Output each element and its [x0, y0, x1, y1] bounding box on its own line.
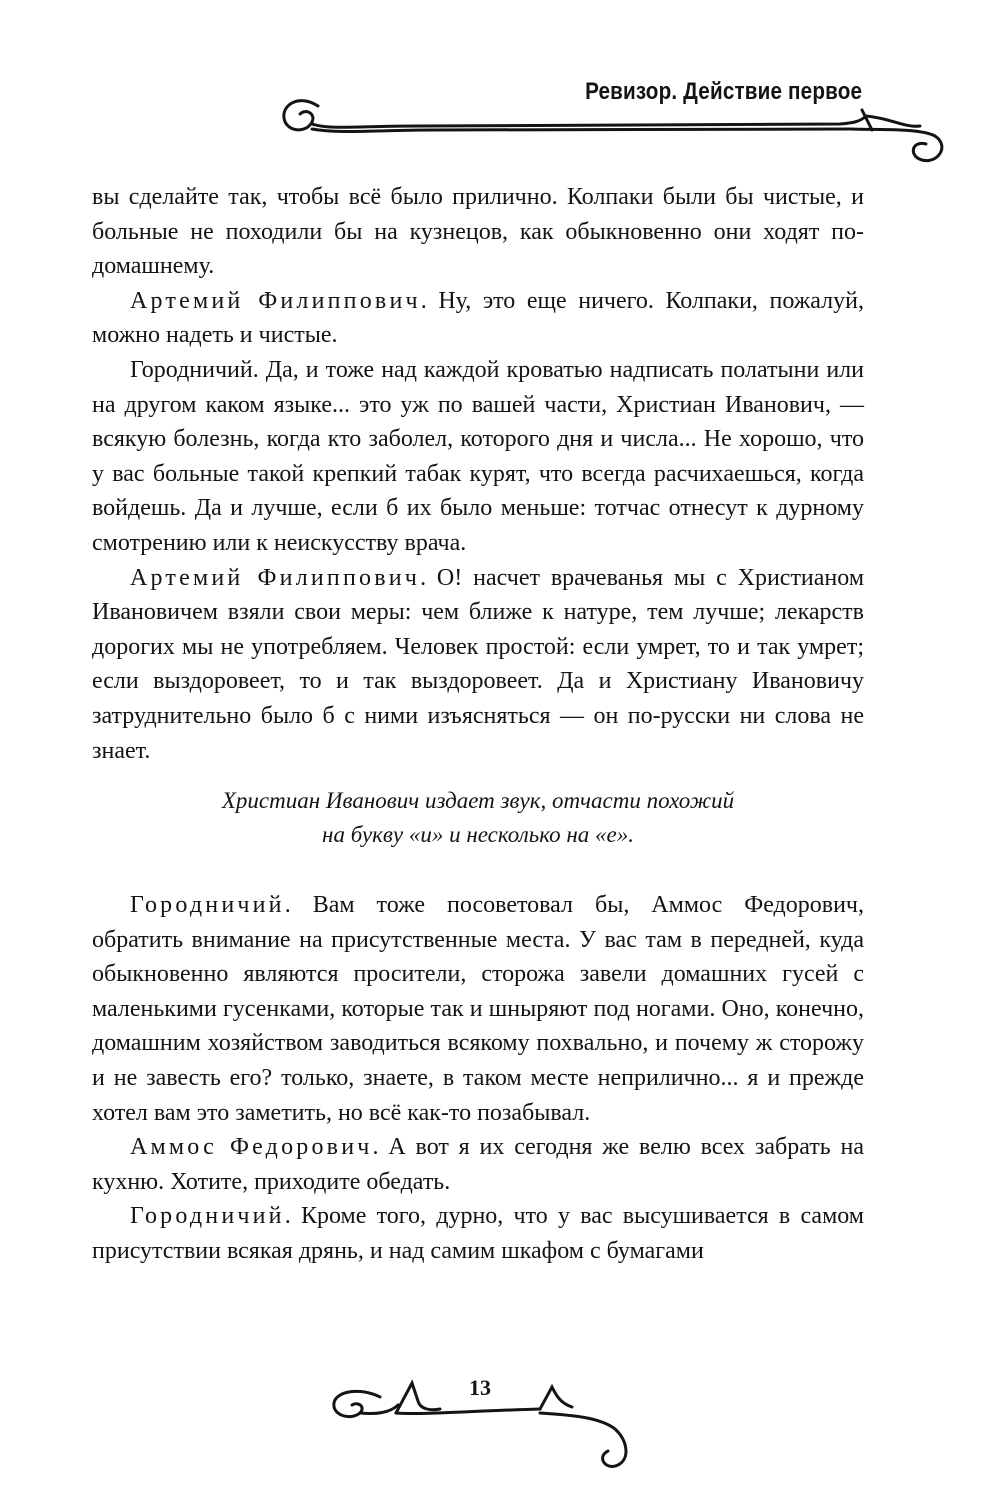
page-number: 13: [469, 1375, 491, 1400]
running-head: [0, 72, 1000, 172]
running-title: Ревизор. Действие первое: [584, 78, 862, 105]
paragraph: [92, 180, 864, 284]
paragraph: [92, 1130, 864, 1199]
page-footer: [0, 1365, 1000, 1485]
paragraph-text: . А вот я их сегодня же велю всех забрать на кухню. Хотите, приходите обедать.: [92, 1134, 865, 1195]
paragraph: [92, 561, 864, 769]
stage-direction-line: на букву «и» и несколько на «е».: [322, 822, 634, 848]
speaker-name: Городничий: [130, 892, 285, 919]
speaker-name: Аммос Федорович: [130, 1134, 373, 1161]
footer-ornament: [0, 1365, 1000, 1485]
paragraph-text: . О! насчет врачеванья мы с Христианом Ивановичем взяли свои меры: чем ближе к натуре, тем лучше; лекарств дорогих мы не употребляем. Человек простой: если умрет, то и так умрет; если выздоровеет, то и так выздоровеет. Да и Христиану Ивановичу затруднительно было б с ними изъясняться — он по-русски ни слова не знает.: [92, 564, 865, 764]
paragraph: [92, 353, 864, 561]
paragraph-text: . Ну, это еще ничего. Колпаки, пожалуй, можно надеть и чистые.: [92, 287, 864, 349]
paragraph-text: вы сделайте так, чтобы всё было прилично. Колпаки были бы чистые, и больные не походили бы на кузнецов, как обыкновенно они ходят по-домашнему.: [92, 184, 864, 280]
paragraph-text: . Кроме того, дурно, что у вас высушивается в самом присутствии всякая дрянь, и над самим шкафом с бумагами: [92, 1203, 864, 1265]
paragraph: [92, 888, 864, 1130]
speaker-name: Артемий Филиппович: [130, 287, 421, 314]
paragraph-text: Городничий. Да, и тоже над каждой кроватью надписать полатыни или на другом каком языке... это уж по вашей части, Христиан Иванович, — всякую болезнь, когда кто заболел, которого дня и числа... Не хорошо, что у вас больные такой крепкий табак курят, что всегда расчихаешься, когда войдешь. Да и лучше, если б их было меньше: тотчас отнесут к дурному смотрению или к неискусству врача.: [92, 356, 864, 556]
paragraph: [92, 1199, 864, 1268]
paragraph: [92, 284, 864, 353]
text-body: [92, 180, 864, 1269]
stage-direction-line: Христиан Иванович издает звук, отчасти похожий: [221, 788, 735, 814]
speaker-name: Городничий: [130, 1203, 285, 1230]
paragraph-text: . Вам тоже посоветовал бы, Аммос Федорович, обратить внимание на присутственные места. У вас там в передней, куда обыкновенно являются просители, сторожа завели домашних гусей с маленькими гусенками, которые так и шныряют под ногами. Оно, конечно, домашним хозяйством заводиться всякому похвально, и почему ж сторожу и не завесть его? только, знаете, в таком месте неприлично... я и прежде хотел вам это заметить, но всё как-то позабывал.: [92, 892, 864, 1126]
stage-direction: [92, 784, 864, 852]
speaker-name: Артемий Филиппович: [130, 564, 421, 591]
